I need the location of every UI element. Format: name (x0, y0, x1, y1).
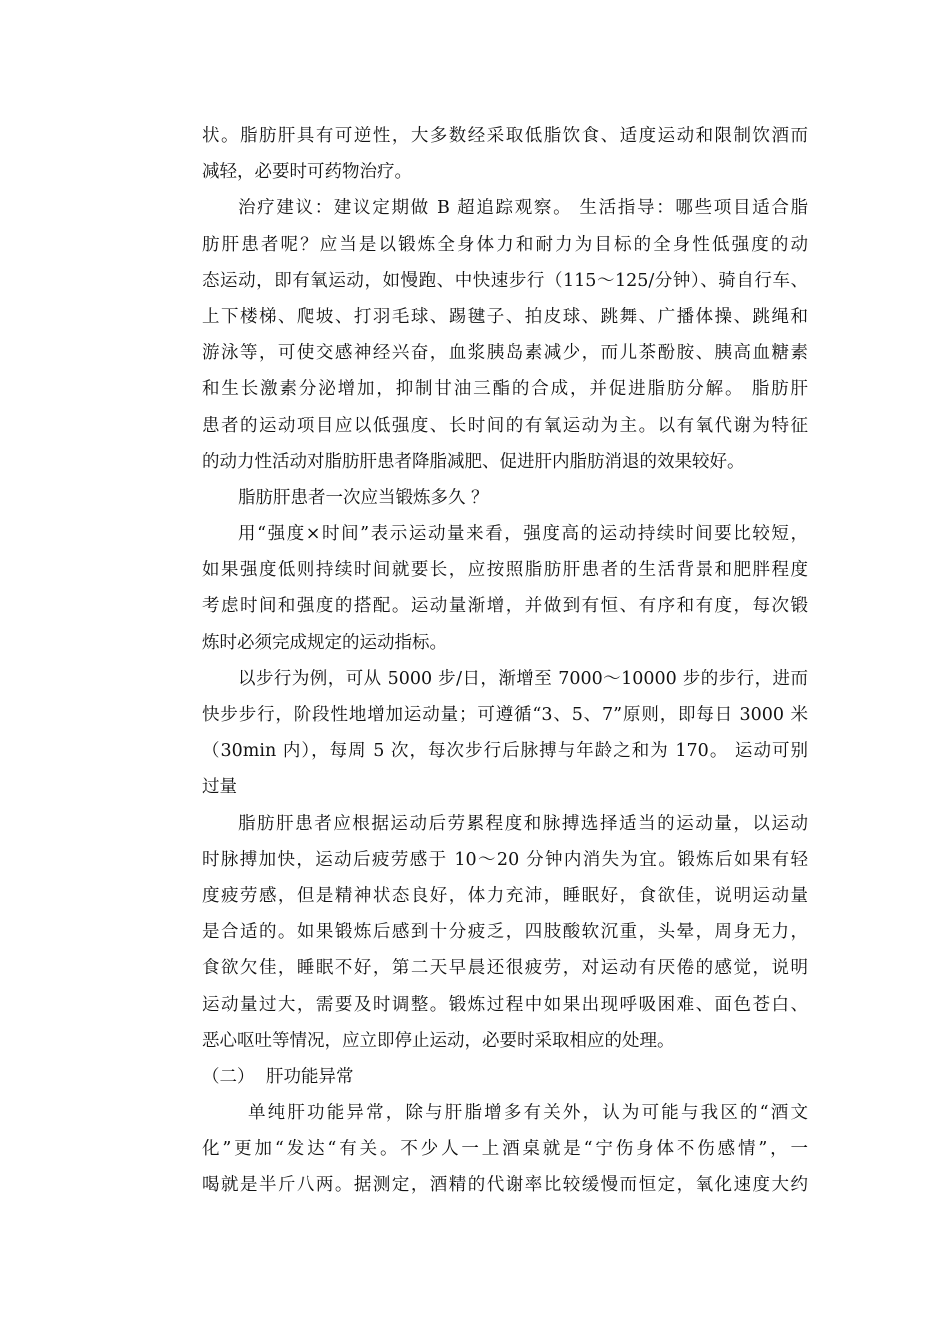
text-line: 单纯肝功能异常，除与肝脂增多有关外，认为可能与我区的“酒文 (248, 1103, 808, 1124)
text-line: （30min 内），每周 5 次，每次步行后脉搏与年龄之和为 170。 运动可别 (202, 741, 808, 762)
section-title: 肝功能异常 (266, 1066, 354, 1087)
text-line: 化”更加“发达“有关。不少人一上酒桌就是“宁伤身体不伤感情”，一 (202, 1139, 808, 1160)
text-line: 治疗建议：建议定期做 B 超追踪观察。 生活指导：哪些项目适合脂 (238, 198, 808, 219)
text-line: 上下楼梯、爬坡、打羽毛球、踢毽子、拍皮球、跳舞、广播体操、跳绳和 (202, 306, 808, 327)
section-heading (202, 1059, 808, 1095)
text-line: 肪肝患者呢？应当是以锻炼全身体力和耐力为目标的全身性低强度的动 (202, 234, 808, 255)
section-number: （二） (202, 1066, 255, 1087)
text-line: 炼时必须完成规定的运动指标。 (202, 632, 447, 653)
text-line: 是合适的。如果锻炼后感到十分疲乏，四肢酸软沉重，头晕，周身无力， (202, 922, 808, 943)
text-line: 如果强度低则持续时间就要长，应按照脂肪肝患者的生活背景和肥胖程度 (202, 560, 808, 581)
text-line: 食欲欠佳，睡眠不好，第二天早晨还很疲劳，对运动有厌倦的感觉，说明 (202, 958, 808, 979)
text-line: 状。脂肪肝具有可逆性，大多数经采取低脂饮食、适度运动和限制饮酒而 (202, 126, 808, 146)
text-line: 的动力性活动对脂肪肝患者降脂减肥、促进肝内脂肪消退的效果较好。 (202, 451, 745, 472)
text-line: 过量 (202, 777, 237, 798)
text-line: 游泳等，可使交感神经兴奋，血浆胰岛素减少，而儿茶酚胺、胰高血糖素 (202, 343, 808, 364)
text-line: 减轻，必要时可药物治疗。 (202, 162, 412, 183)
text-line: 运动量过大，需要及时调整。锻炼过程中如果出现呼吸困难、面色苍白、 (202, 994, 808, 1015)
text-line: 快步步行，阶段性地增加运动量；可遵循“3、5、7”原则，即每日 3000 米 (202, 705, 808, 725)
text-line: 脂肪肝患者应根据运动后劳累程度和脉搏选择适当的运动量，以运动 (238, 813, 808, 834)
text-line: 考虑时间和强度的搭配。运动量渐增，并做到有恒、有序和有度，每次锻 (202, 596, 808, 617)
text-line: 度疲劳感，但是精神状态良好，体力充沛，睡眠好，食欲佳，说明运动量 (202, 885, 808, 906)
text-line: 以步行为例，可从 5000 步/日，渐增至 7000～10000 步的步行，进而 (238, 668, 808, 689)
text-line: 和生长激素分泌增加，抑制甘油三酯的合成，并促进脂肪分解。 脂肪肝 (202, 379, 808, 400)
body-text (202, 118, 808, 1204)
text-line: 态运动，即有氧运动，如慢跑、中快速步行（115～125/分钟）、骑自行车、 (202, 270, 808, 291)
text-line: 用“强度×时间”表示运动量来看，强度高的运动持续时间要比较短， (238, 524, 808, 545)
text-line: 喝就是半斤八两。据测定，酒精的代谢率比较缓慢而恒定，氧化速度大约 (202, 1175, 808, 1196)
subheading-question: 脂肪肝患者一次应当锻炼多久 ？ (238, 487, 489, 508)
text-line: 时脉搏加快，运动后疲劳感于 10～20 分钟内消失为宜。锻炼后如果有轻 (202, 849, 808, 870)
text-line: 患者的运动项目应以低强度、长时间的有氧运动为主。以有氧代谢为特征 (202, 415, 808, 436)
text-line: 恶心呕吐等情况，应立即停止运动，必要时采取相应的处理。 (202, 1030, 675, 1051)
